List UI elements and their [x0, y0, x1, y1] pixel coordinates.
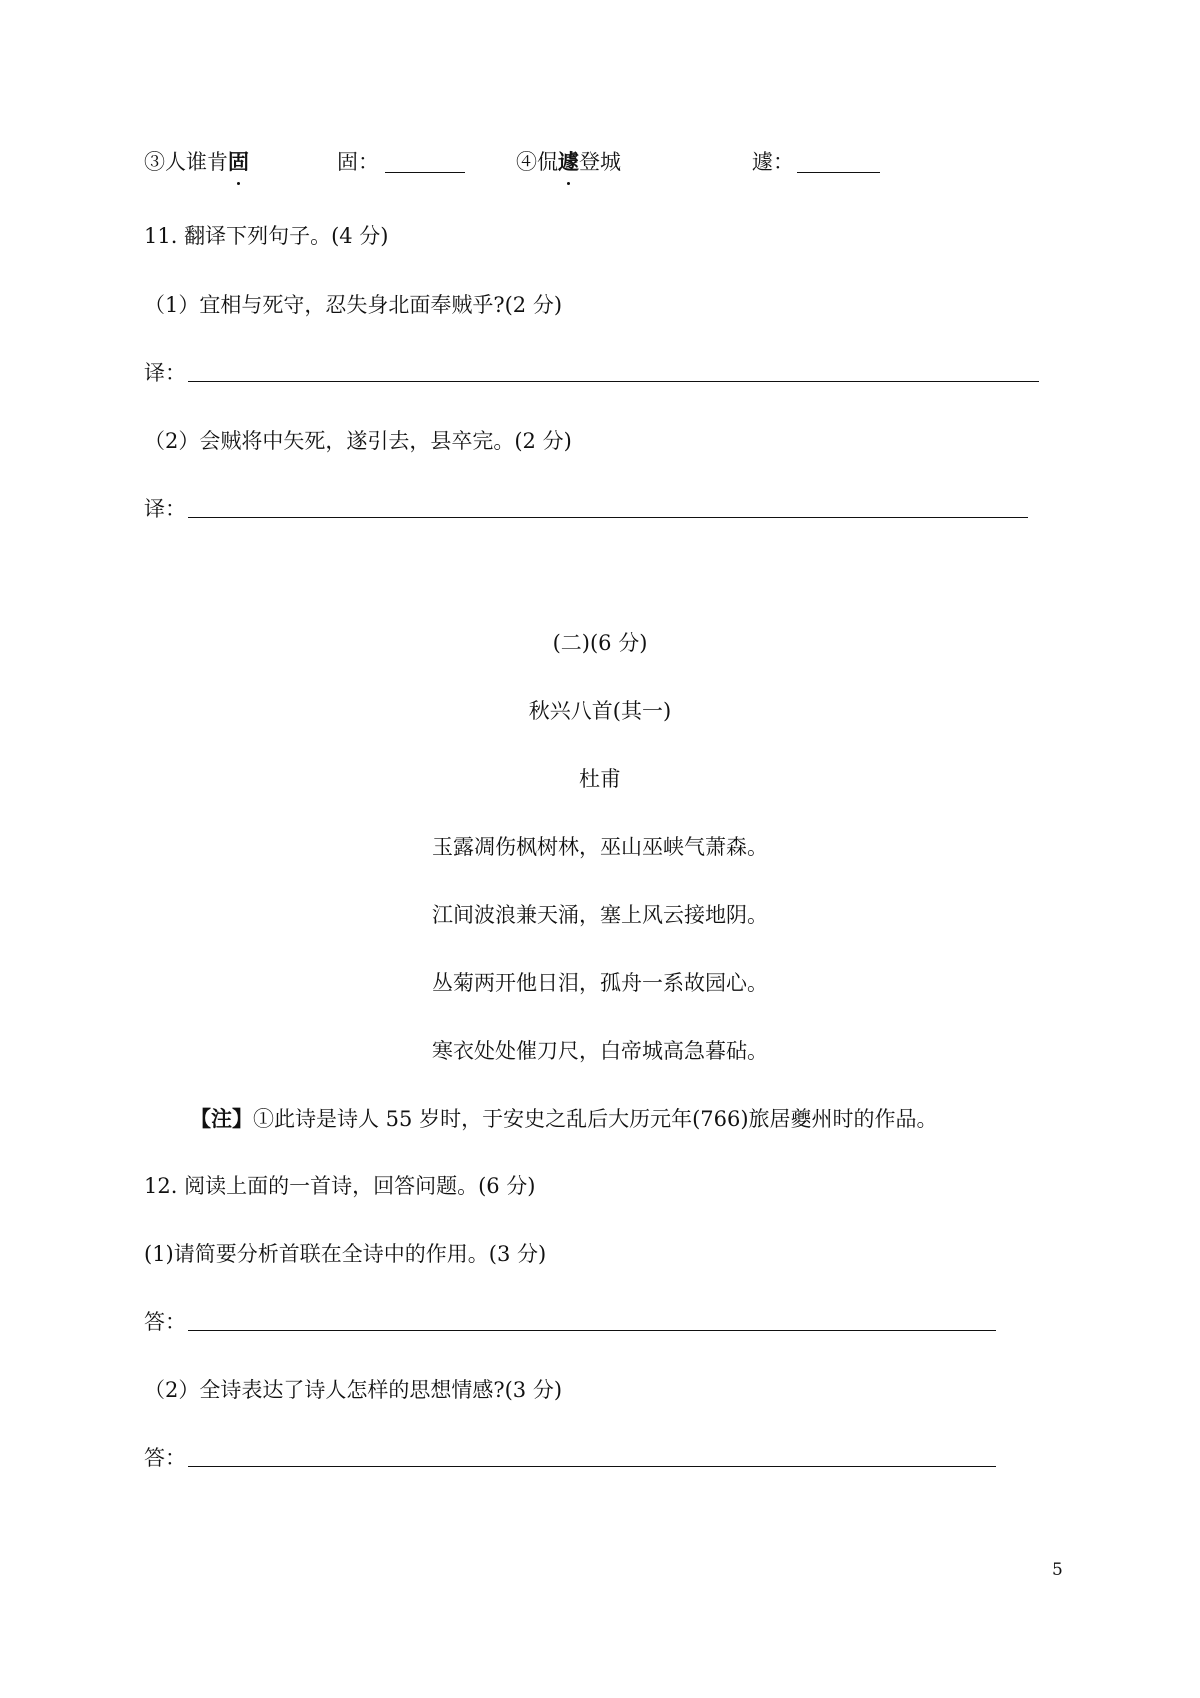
q12-part-1: (1)请简要分析首联在全诗中的作用。(3 分)	[144, 1242, 547, 1266]
q11-sentence-1: （1）宜相与死守，忍失身北面奉贼乎?(2 分)	[144, 293, 563, 317]
section-heading: (二)(6 分)	[552, 631, 648, 655]
vocab-item-3-key: 固	[228, 149, 249, 174]
poem-line-4: 寒衣处处催刀尺，白帝城高急暮砧。	[432, 1039, 768, 1063]
vocab-item-3-prefix: ③人谁肯	[144, 150, 228, 174]
q11-answer-1-label: 译：	[144, 361, 186, 385]
poem-title: 秋兴八首(其一)	[528, 699, 672, 723]
vocab-item-4-prefix: ④侃	[516, 150, 558, 174]
vocab-item-4-blank[interactable]	[797, 172, 880, 173]
q11-answer-2-label: 译：	[144, 497, 186, 521]
q12-answer-1-label: 答：	[144, 1310, 186, 1334]
vocab-item-4-suffix: 登城	[579, 150, 621, 174]
q11-answer-2-line[interactable]	[188, 517, 1028, 518]
q12-part-2: （2）全诗表达了诗人怎样的思想情感?(3 分)	[144, 1378, 563, 1402]
q12-answer-2-line[interactable]	[188, 1466, 996, 1467]
vocab-item-3-blank[interactable]	[385, 172, 465, 173]
q11-answer-1-line[interactable]	[188, 381, 1039, 382]
vocab-item-4-key: 遽	[558, 149, 579, 174]
poem-line-2: 江间波浪兼天涌，塞上风云接地阴。	[432, 903, 768, 927]
q12-title: 12. 阅读上面的一首诗，回答问题。(6 分)	[144, 1174, 536, 1198]
poem-line-1: 玉露凋伤枫树林，巫山巫峡气萧森。	[432, 835, 768, 859]
poem-note-tag: 【注】	[190, 1106, 253, 1131]
vocab-item-3	[144, 148, 249, 176]
q12-answer-2-label: 答：	[144, 1446, 186, 1470]
q12-answer-1-line[interactable]	[188, 1330, 996, 1331]
vocab-item-4	[516, 148, 621, 176]
page-number: 5	[1052, 1560, 1063, 1580]
q11-sentence-2: （2）会贼将中矢死，遂引去，县卒完。(2 分)	[144, 429, 572, 453]
poem-note	[190, 1105, 938, 1133]
poem-author: 杜甫	[579, 767, 621, 791]
vocab-item-3-label: 固：	[337, 150, 379, 174]
poem-line-3: 丛菊两开他日泪，孤舟一系故园心。	[432, 971, 768, 995]
q11-title: 11. 翻译下列句子。(4 分)	[144, 224, 389, 248]
vocab-item-4-label: 遽：	[752, 150, 794, 174]
poem-note-text: ①此诗是诗人 55 岁时，于安史之乱后大历元年(766)旅居夔州时的作品。	[253, 1107, 938, 1131]
